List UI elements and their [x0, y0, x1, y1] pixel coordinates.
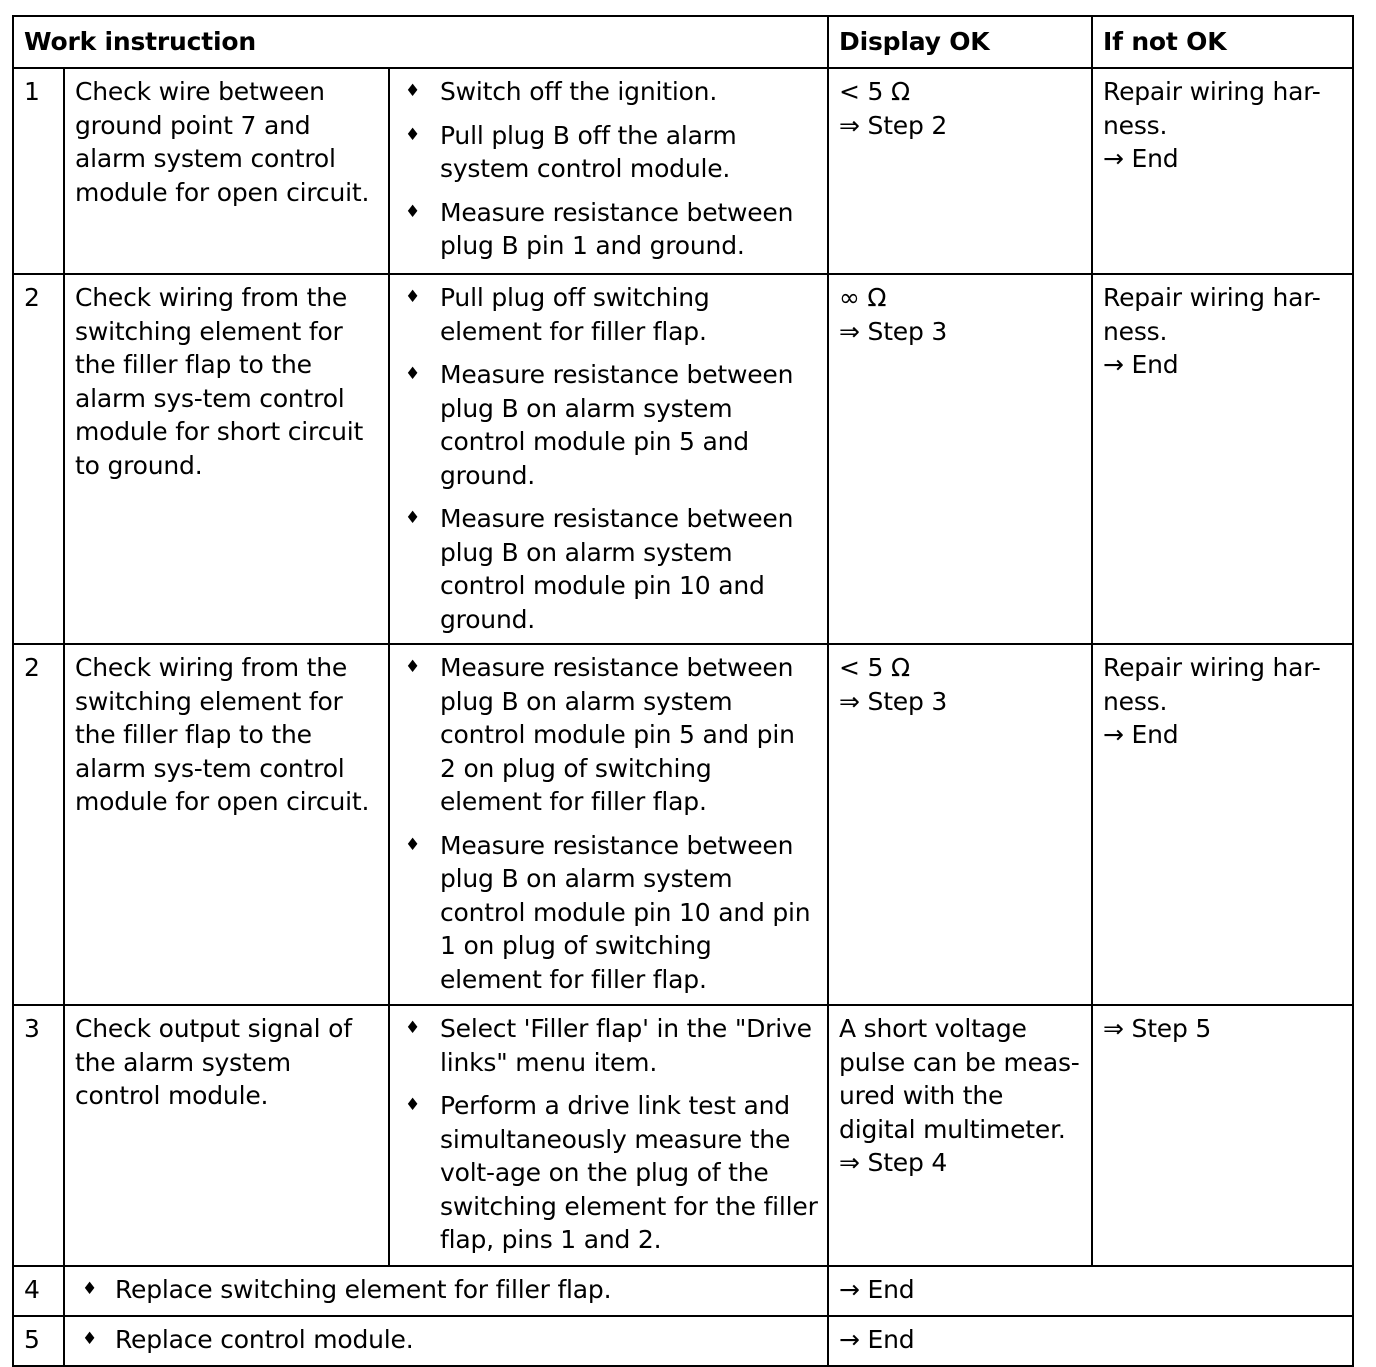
display-ok-next-step: ⇒ Step 3 — [839, 316, 948, 346]
header-if-not-ok: If not OK — [1092, 16, 1353, 68]
result-cell: → End — [828, 1316, 1353, 1366]
action-list-cell — [389, 1005, 828, 1266]
action-cell — [64, 1266, 828, 1316]
table-row — [13, 1005, 1353, 1266]
list-item: ♦ Measure resistance between plug B on alarm system control module pin 5 and ground. — [405, 360, 794, 490]
diamond-bullet-icon: ♦ — [82, 1329, 98, 1349]
diamond-bullet-icon: ♦ — [405, 1095, 421, 1115]
diamond-bullet-icon: ♦ — [405, 81, 421, 101]
list-item: ♦ Measure resistance between plug B pin 1 and ground. — [405, 197, 794, 260]
list-item: ♦ Measure resistance between plug B on alarm system control module pin 5 and pin 2 on plug of switching element for filler flap. — [405, 653, 795, 816]
work-instruction-table — [12, 15, 1354, 1367]
step-number: 5 — [13, 1316, 64, 1366]
display-ok-value: A short voltage pulse can be meas-ured with the digital multimeter. — [839, 1014, 1080, 1144]
header-display-ok: Display OK — [828, 16, 1092, 68]
list-item: ♦ Select 'Filler flap' in the "Drive links" menu item. — [405, 1014, 812, 1077]
check-description: Check wiring from the switching element for the filler flap to the alarm sys-tem control module for open circuit. — [64, 644, 389, 1005]
list-item: ♦ Switch off the ignition. — [400, 75, 818, 109]
diamond-bullet-icon: ♦ — [405, 657, 421, 677]
list-item: ♦ Measure resistance between plug B on alarm system control module pin 10 and ground. — [405, 504, 794, 634]
header-row — [13, 16, 1353, 68]
diamond-bullet-icon: ♦ — [405, 201, 421, 222]
diamond-bullet-icon: ♦ — [405, 124, 421, 145]
diamond-bullet-icon: ♦ — [405, 287, 421, 307]
action-list — [400, 651, 818, 996]
display-ok-cell — [828, 1005, 1092, 1266]
list-item: ♦ Replace control module. — [75, 1323, 818, 1357]
display-ok-value: < 5 Ω — [839, 77, 910, 106]
check-description: Check wire between ground point 7 and alarm system control module for open circuit. — [64, 68, 389, 274]
step-number: 2 — [13, 644, 64, 1005]
table-row — [13, 68, 1353, 274]
action-list — [400, 1012, 818, 1257]
display-ok-next-step: ⇒ Step 2 — [839, 110, 948, 140]
if-not-ok-cell: Repair wiring har- ness. → End — [1092, 644, 1353, 1005]
action-list-cell — [389, 274, 828, 644]
if-not-ok-cell: Repair wiring har- ness. → End — [1092, 274, 1353, 644]
display-ok-cell — [828, 644, 1092, 1005]
table-row — [13, 1316, 1353, 1366]
display-ok-value: < 5 Ω — [839, 653, 910, 682]
action-list-cell — [389, 644, 828, 1005]
display-ok-next-step: ⇒ Step 4 — [839, 1148, 948, 1177]
action-cell — [64, 1316, 828, 1366]
table-row — [13, 274, 1353, 644]
check-description: Check wiring from the switching element for the filler flap to the alarm sys-tem control module for short circuit to ground. — [64, 274, 389, 644]
list-item: ♦ Perform a drive link test and simultaneously measure the volt-age on the plug of the switching element for the filler flap, pins 1 and 2. — [405, 1091, 818, 1254]
if-not-ok-cell: Repair wiring har- ness. → End — [1092, 68, 1353, 274]
diamond-bullet-icon: ♦ — [405, 834, 421, 855]
step-number: 2 — [13, 274, 64, 644]
if-not-ok-cell: ⇒ Step 5 — [1092, 1005, 1353, 1266]
display-ok-value: ∞ Ω — [839, 283, 887, 312]
header-work-instruction: Work instruction — [13, 16, 828, 68]
step-number: 3 — [13, 1005, 64, 1266]
diamond-bullet-icon: ♦ — [405, 364, 421, 384]
action-list — [400, 75, 818, 263]
table-row — [13, 644, 1353, 1005]
diamond-bullet-icon: ♦ — [82, 1279, 98, 1299]
display-ok-cell — [828, 274, 1092, 644]
list-item: ♦ Measure resistance between plug B on alarm system control module pin 10 and pin 1 on plug of switching element for filler flap. — [405, 830, 811, 994]
list-item: ♦ Pull plug B off the alarm system control module. — [405, 120, 737, 183]
list-item: ♦ Replace switching element for filler flap. — [75, 1273, 818, 1307]
table-row — [13, 1266, 1353, 1316]
result-cell: → End — [828, 1266, 1353, 1316]
diamond-bullet-icon: ♦ — [405, 1018, 421, 1038]
step-number: 1 — [13, 68, 64, 274]
check-description: Check output signal of the alarm system control module. — [64, 1005, 389, 1266]
display-ok-cell — [828, 68, 1092, 274]
action-list-cell — [389, 68, 828, 274]
display-ok-next-step: ⇒ Step 3 — [839, 686, 948, 716]
diamond-bullet-icon: ♦ — [405, 508, 421, 528]
action-list — [400, 281, 818, 636]
step-number: 4 — [13, 1266, 64, 1316]
list-item: ♦ Pull plug off switching element for filler flap. — [405, 283, 710, 346]
